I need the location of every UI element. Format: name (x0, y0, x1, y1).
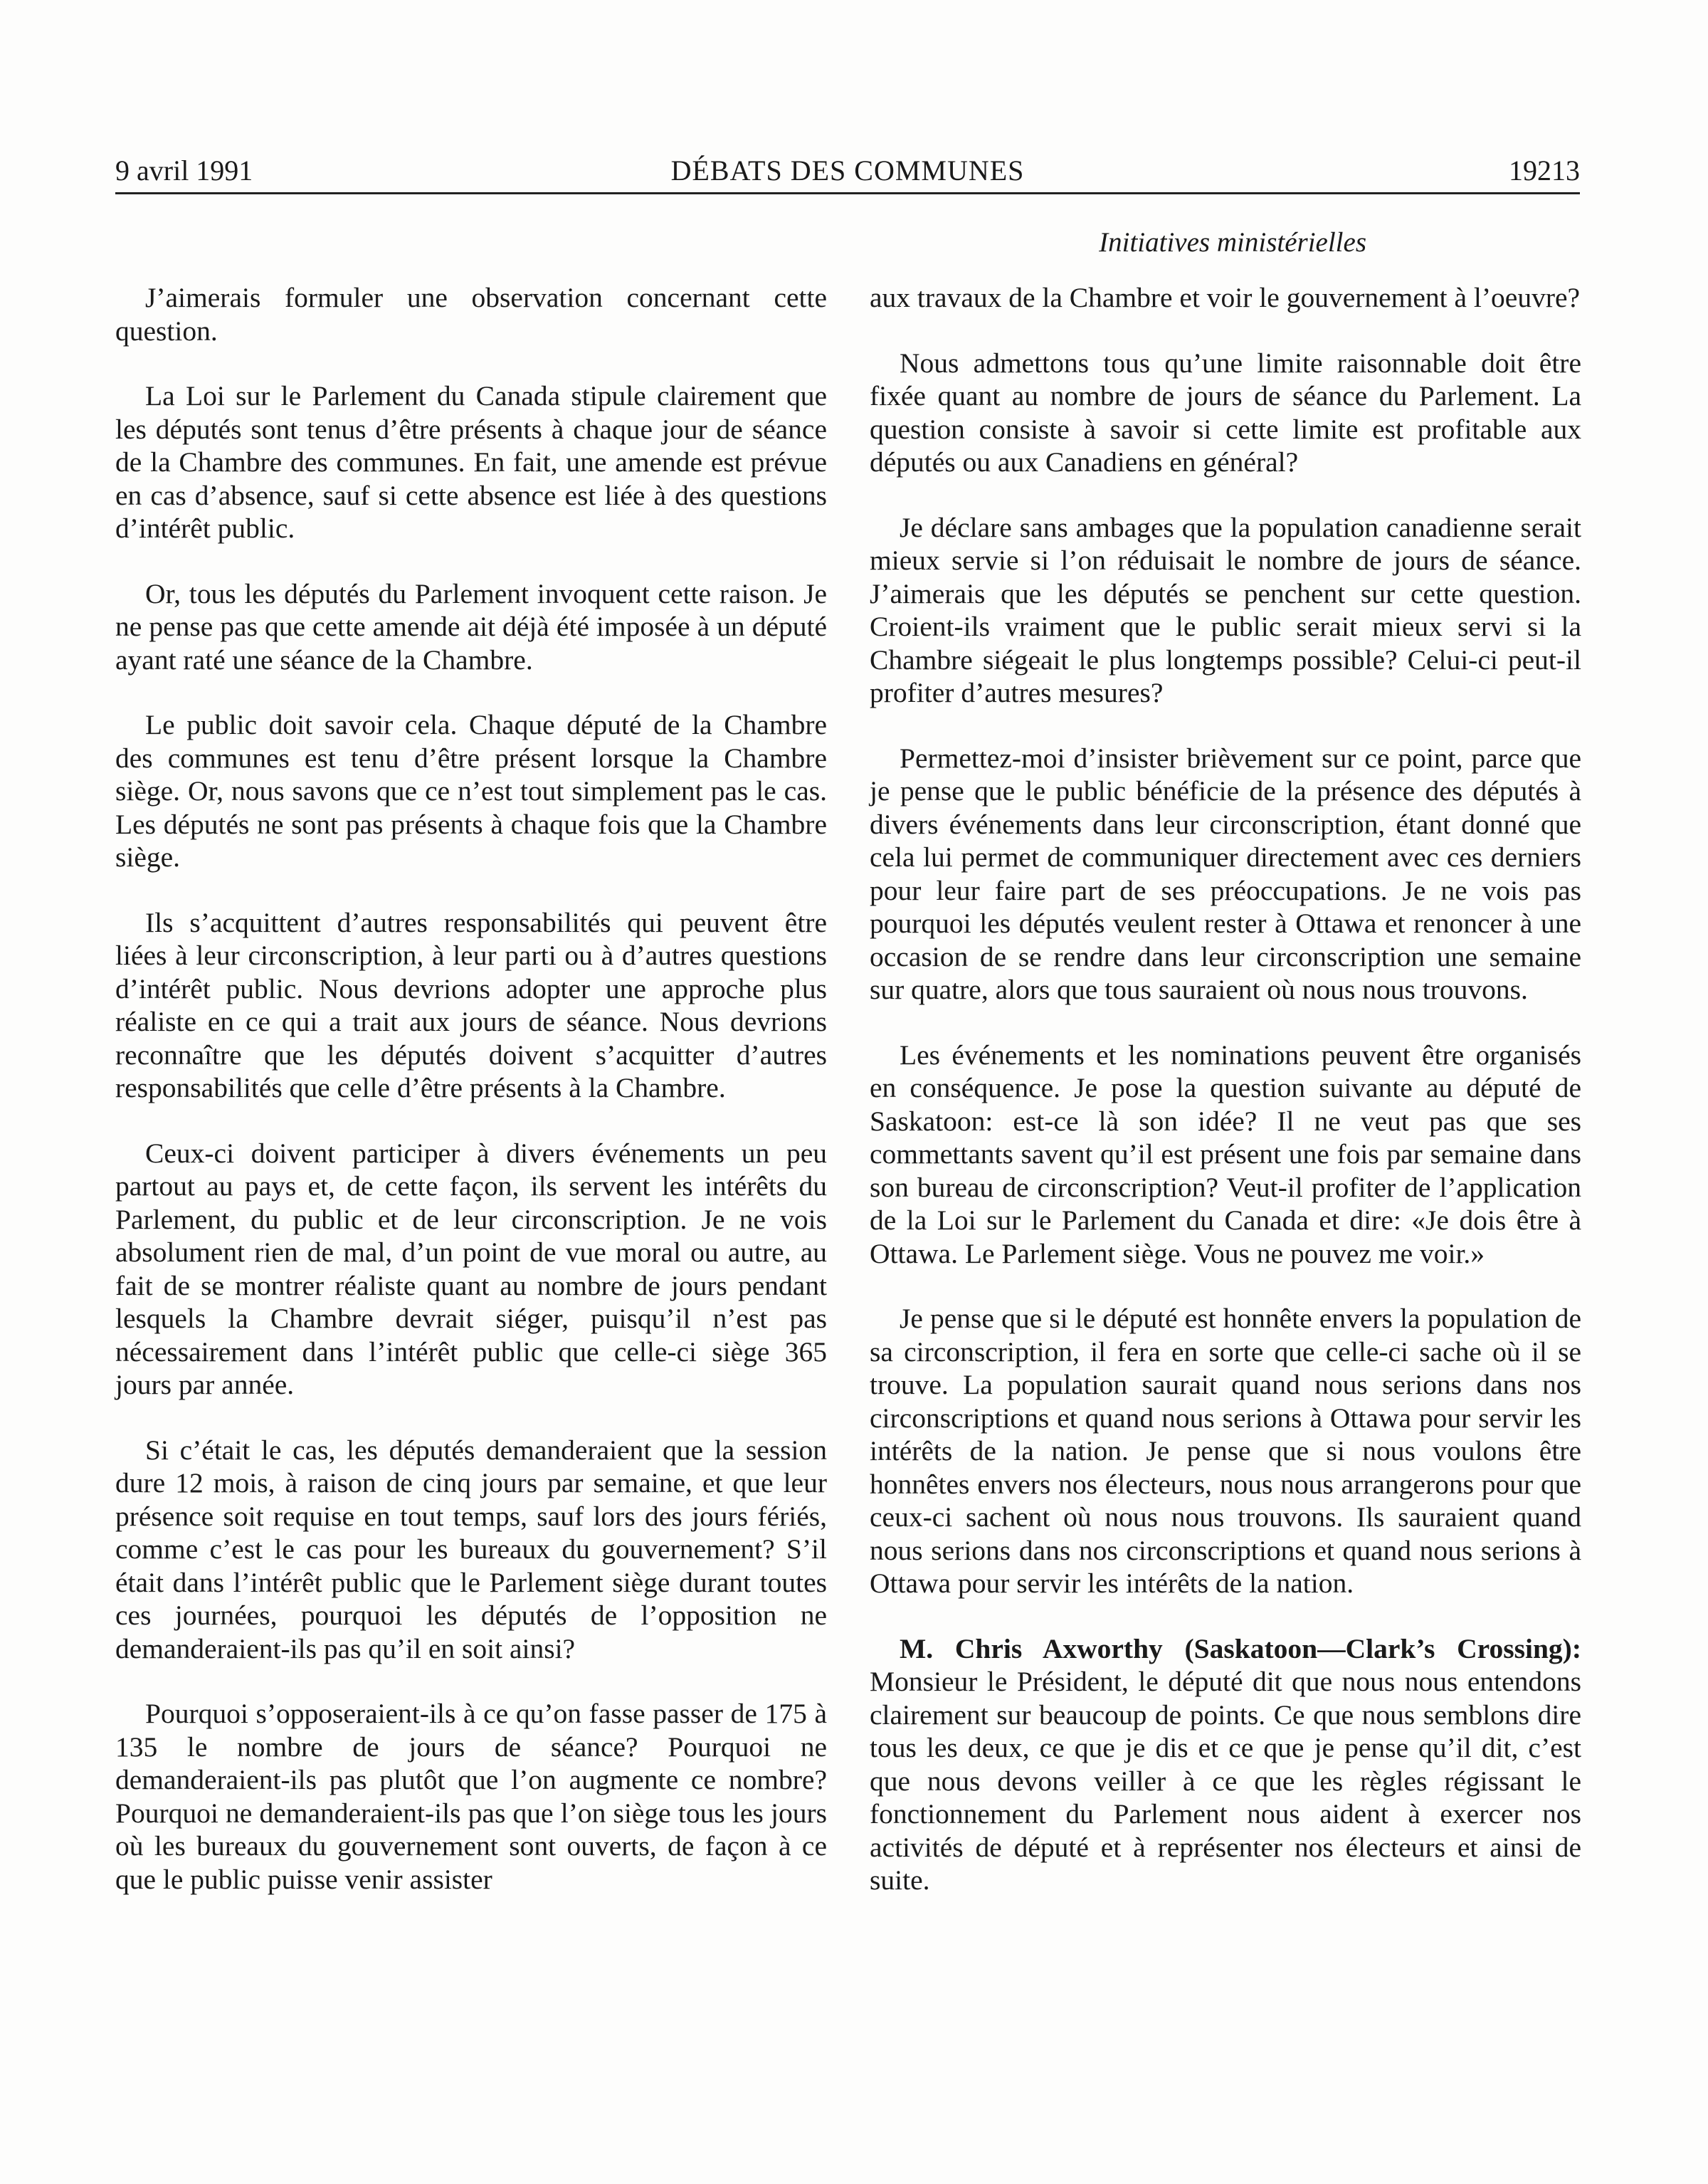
speech-text: Monsieur le Président, le député dit que nous nous entendons clairement sur beaucoup de points. Ce que nous semblons dire tous les deux, ce que je dis et ce que je pense qu’il dit, c’est que nous devons veiller à ce que les règles régissant le fonctionnement du Parlement nous aident à exercer nos activités de député et à représenter nos électeurs et ainsi de suite. (870, 1666, 1581, 1896)
page-header (115, 149, 1580, 192)
paragraph: Je pense que si le député est honnête envers la population de sa circonscription, il fera en sorte que celle-ci sache où il se trouve. La population saurait quand nous serions dans nos circonscriptions et quand nous serions à Ottawa pour servir les intérêts de la nation. Je pense que si nous voulons être honnêtes envers nos électeurs, nous nous arrangerons pour que ceux-ci sachent où nous nous trouvons. Ils sauraient quand nous serions dans nos circonscriptions et quand nous serions à Ottawa pour servir les intérêts de la nation. (870, 1303, 1581, 1599)
right-column (870, 281, 1581, 1929)
paragraph: J’aimerais formuler une observation concernant cette question. (115, 282, 827, 347)
header-page-number: 19213 (1509, 154, 1580, 187)
paragraph-continuation: aux travaux de la Chambre et voir le gouvernement à l’oeuvre? (870, 282, 1581, 313)
header-date: 9 avril 1991 (115, 154, 253, 187)
paragraph: Le public doit savoir cela. Chaque député de la Chambre des communes est tenu d’être présent lorsque la Chambre siège. Or, nous savons que ce n’est tout simplement pas le cas. Les députés ne sont pas présents à chaque fois que la Chambre siège. (115, 709, 827, 873)
paragraph: Ils s’acquittent d’autres responsabilités qui peuvent être liées à leur circonscription, à leur parti ou à d’autres questions d’intérêt public. Nous devrions adopter une approche plus réaliste en ce qui a trait aux jours de séance. Nous devrions reconnaître que les députés doivent s’acquitter d’autres responsabilités que celle d’être présents à la Chambre. (115, 906, 827, 1103)
paragraph: Pourquoi s’opposeraient-ils à ce qu’on fasse passer de 175 à 135 le nombre de jours de séance? Pourquoi ne demanderaient-ils pas plutôt que l’on augmente ce nombre? Pourquoi ne demanderaient-ils pas que l’on siège tous les jours où les bureaux du gouvernement sont ouverts, de façon à ce que le public puisse venir assister (115, 1698, 827, 1895)
paragraph: Je déclare sans ambages que la population canadienne serait mieux servie si l’on réduisait le nombre de jours de séance. J’aimerais que les députés se penchent sur cette question. Croient-ils vraiment que le public serait mieux servi si la Chambre siégeait le plus longtemps possible? Celui-ci peut-il profiter d’autres mesures? (870, 511, 1581, 708)
paragraph: La Loi sur le Parlement du Canada stipule clairement que les députés sont tenus d’être présents à chaque jour de séance de la Chambre des communes. En fait, une amende est prévue en cas d’absence, sauf si cette absence est liée à des questions d’intérêt public. (115, 380, 827, 544)
paragraph: Permettez-moi d’insister brièvement sur ce point, parce que je pense que le public bénéficie de la présence des députés à divers événements dans leur circonscription, étant donné que cela lui permet de communiquer directement avec ces derniers pour leur faire part de ses préoccupations. Je ne vois pas pourquoi les députés veulent rester à Ottawa et renoncer à une occasion de se rendre dans leur circonscription une semaine sur quatre, alors que tous sauraient où nous nous trouvons. (870, 742, 1581, 1005)
header-title: DÉBATS DES COMMUNES (670, 154, 1025, 187)
paragraph: Nous admettons tous qu’une limite raisonnable doit être fixée quant au nombre de jours de séance du Parlement. La question consiste à savoir si cette limite est profitable aux députés ou aux Canadiens en général? (870, 347, 1581, 478)
paragraph: Or, tous les députés du Parlement invoquent cette raison. Je ne pense pas que cette amende ait déjà été imposée à un député ayant raté une séance de la Chambre. (115, 577, 827, 676)
left-column (115, 281, 827, 1928)
speaker-name: M. Chris Axworthy (Saskatoon—Clark’s Crossing): (900, 1632, 1581, 1664)
paragraph: Les événements et les nominations peuvent être organisés en conséquence. Je pose la question suivante au député de Saskatoon: est-ce là son idée? Il ne veut pas que ses commettants savent qu’il est présent une fois par semaine dans son bureau de circonscription? Veut-il profiter de l’application de la Loi sur le Parlement du Canada et dire: «Je dois être à Ottawa. Le Parlement siège. Vous ne pouvez me voir.» (870, 1039, 1581, 1269)
speech-paragraph (870, 1632, 1581, 1897)
paragraph: Si c’était le cas, les députés demanderaient que la session dure 12 mois, à raison de cinq jours par semaine, et que leur présence soit requise en tout temps, sauf lors des jours fériés, comme c’est le cas pour les bureaux du gouvernement? S’il était dans l’intérêt public que le Parlement siège durant toutes ces journées, pourquoi les députés de l’opposition ne demanderaient-ils pas qu’il en soit ainsi? (115, 1434, 827, 1664)
paragraph: Ceux-ci doivent participer à divers événements un peu partout au pays et, de cette façon, ils servent les intérêts du Parlement, du public et de leur circonscription. Je ne vois absolument rien de mal, d’un point de vue moral ou autre, au fait de se montrer réaliste quant au nombre de jours pendant lesquels la Chambre devrait siéger, puisqu’il n’est pas nécessairement dans l’intérêt public que celle-ci siège 365 jours par année. (115, 1137, 827, 1400)
section-label: Initiatives ministérielles (1099, 227, 1366, 258)
header-rule (115, 192, 1580, 194)
